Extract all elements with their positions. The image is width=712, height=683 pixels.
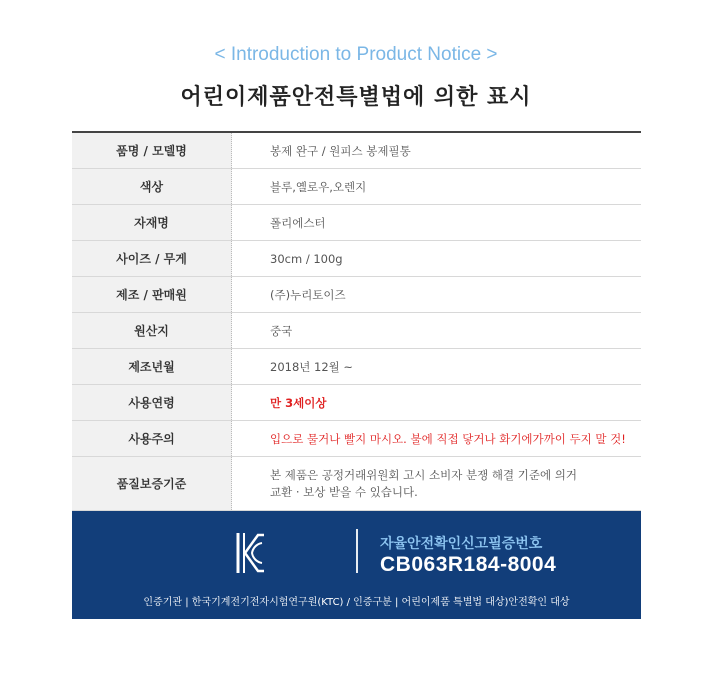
kc-number: CB063R184-8004 [380,553,557,576]
page-title: 어린이제품안전특별법에 의한 표시 [180,85,532,110]
row-label: 품질보증기준 [72,457,232,510]
table-row [72,169,641,205]
row-label: 자재명 [72,205,232,240]
table-row [72,277,641,313]
row-label: 제조 / 판매원 [72,277,232,312]
kc-certification-panel [72,511,641,619]
row-label: 사용주의 [72,421,232,456]
row-label: 제조년월 [72,349,232,384]
table-row [72,313,641,349]
row-value: 30cm / 100g [270,251,343,266]
table-row [72,385,641,421]
row-value: 2018년 12월 ~ [270,359,354,374]
row-label: 품명 / 모델명 [72,133,232,168]
row-value: 블루,옐로우,오렌지 [270,179,367,194]
table-row [72,241,641,277]
table-row [72,421,641,457]
row-value: 폴리에스터 [270,215,326,230]
intro-heading: < Introduction to Product Notice > [214,44,498,65]
warning-value: 입으로 물거나 빨지 마시오. 불에 직접 닿거나 화기에가까이 두지 말 것! [270,431,626,446]
row-label: 사용연령 [72,385,232,420]
age-value: 만 3세이상 [270,395,327,410]
row-label: 원산지 [72,313,232,348]
row-value: (주)누리토이즈 [270,287,346,302]
kc-footer: 인증기관 | 한국기계전기전자시험연구원(KTC) / 인증구분 | 어린이제품 특별법 대상)안전확인 대상 [143,597,570,608]
table-row [72,133,641,169]
notice-table [72,131,641,511]
row-value: 중국 [270,323,293,338]
warranty-line-1: 본 제품은 공정거래위원회 고시 소비자 분쟁 해결 기준에 의거 [270,467,577,482]
warranty-value [232,457,641,510]
row-value: 봉제 완구 / 원피스 봉제필통 [270,143,411,158]
table-row [72,457,641,511]
warranty-line-2: 교환 · 보상 받을 수 있습니다. [270,484,418,499]
kc-mark-icon [232,529,268,577]
table-row [72,205,641,241]
table-row [72,349,641,385]
kc-label: 자율안전확인신고필증번호 [380,536,543,552]
row-label: 색상 [72,169,232,204]
kc-divider [356,529,358,573]
row-label: 사이즈 / 무게 [72,241,232,276]
